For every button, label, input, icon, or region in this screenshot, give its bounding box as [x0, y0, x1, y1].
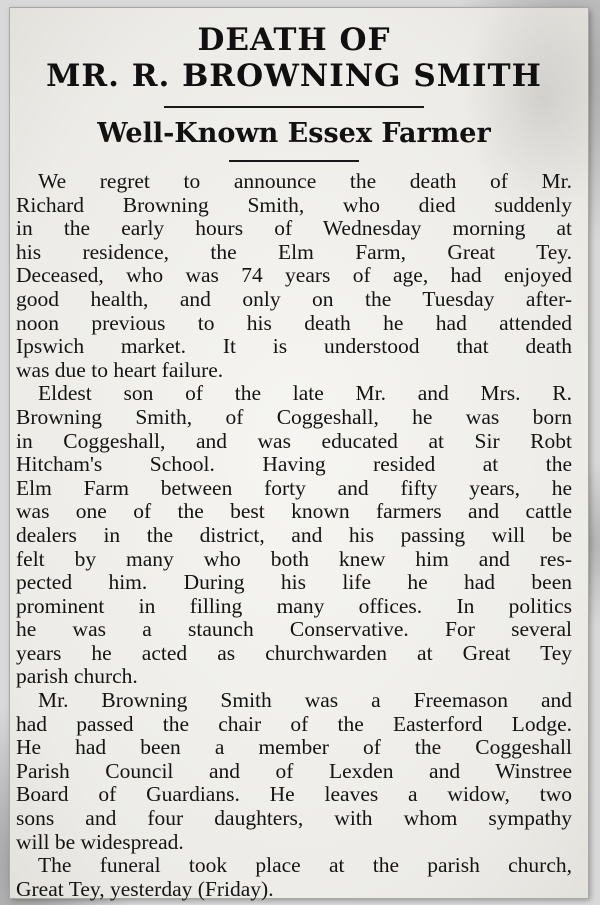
- text-line: Hitcham's School. Having resided at the: [16, 452, 572, 477]
- text-line: was one of the best known farmers and cattle: [16, 499, 572, 524]
- newspaper-clipping: [10, 8, 588, 901]
- text-line: in the early hours of Wednesday morning at: [16, 216, 572, 241]
- text-line: good health, and only on the Tuesday after-: [16, 286, 572, 311]
- text-line: Mr. Browning Smith was a Freemason and: [38, 688, 572, 713]
- text-line: dealers in the district, and his passing will be: [16, 522, 572, 547]
- text-line: Browning Smith, of Coggeshall, he was born: [16, 404, 572, 429]
- text-line: noon previous to his death he had attended: [16, 310, 572, 335]
- text-line: his residence, the Elm Farm, Great Tey.: [16, 239, 572, 264]
- text-line: was due to heart failure.: [16, 357, 224, 382]
- text-line: Parish Council and of Lexden and Winstree: [16, 758, 572, 783]
- text-line: Great Tey, yesterday (Friday).: [16, 876, 274, 901]
- paragraph-2: [16, 382, 572, 689]
- text-line: He had been a member of the Coggeshall: [16, 735, 572, 760]
- text-line: had passed the chair of the Easterford Lodge.: [16, 711, 572, 736]
- paragraph-3: [16, 689, 572, 854]
- text-line: The funeral took place at the parish church,: [38, 853, 572, 878]
- text-line: he was a staunch Conservative. For several: [16, 617, 572, 642]
- subheadline-divider: [229, 160, 359, 162]
- text-line: pected him. During his life he had been: [16, 570, 572, 595]
- text-line: Board of Guardians. He leaves a widow, two: [16, 782, 572, 807]
- headline-line-1: DEATH OF: [197, 22, 391, 58]
- paragraph-1: [16, 170, 572, 382]
- text-line: Eldest son of the late Mr. and Mrs. R.: [38, 381, 572, 406]
- headline-line-2: MR. R. BROWNING SMITH: [46, 58, 542, 94]
- text-line: prominent in filling many offices. In politics: [16, 593, 572, 618]
- text-line: felt by many who both knew him and res-: [16, 546, 572, 571]
- text-line: We regret to announce the death of Mr.: [38, 169, 572, 193]
- text-line: Deceased, who was 74 years of age, had enjoyed: [16, 263, 572, 288]
- text-line: in Coggeshall, and was educated at Sir Robt: [16, 428, 572, 453]
- paragraph-4: [16, 854, 572, 901]
- headline-divider: [164, 106, 424, 108]
- article-body: [16, 170, 572, 901]
- text-line: years he acted as churchwarden at Great Tey: [16, 640, 572, 665]
- text-line: parish church.: [16, 664, 138, 689]
- subheadline: Well-Known Essex Farmer: [97, 118, 491, 149]
- text-line: will be widespread.: [16, 829, 184, 854]
- text-line: Richard Browning Smith, who died suddenly: [16, 192, 572, 217]
- text-line: Elm Farm between forty and fifty years, he: [16, 475, 572, 500]
- text-line: sons and four daughters, with whom sympathy: [16, 806, 572, 831]
- text-line: Ipswich market. It is understood that death: [16, 334, 572, 359]
